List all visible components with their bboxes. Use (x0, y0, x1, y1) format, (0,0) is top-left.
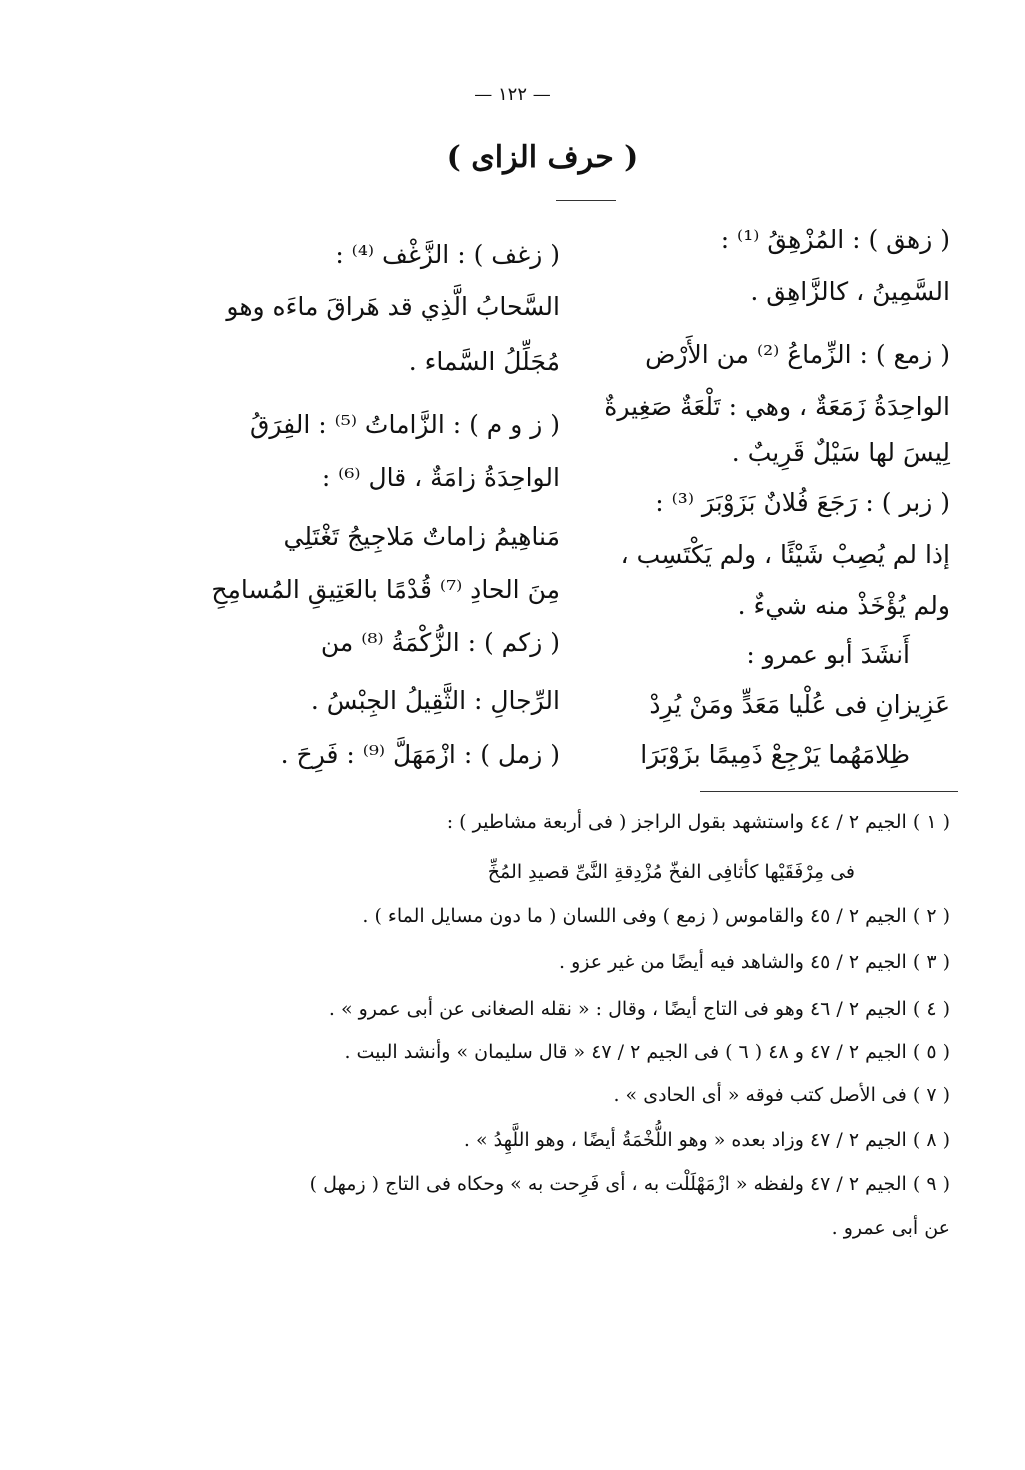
entry-line: الواحِدَةُ زَمَعَةٌ ، وهي : تَلْعَةٌ صَغِيرةٌ (604, 392, 950, 421)
entry-line: ( زهق ) : المُزْهِقُ ⁽¹⁾ : (720, 225, 950, 254)
footnote: عن أبى عمرو . (831, 1217, 950, 1239)
entry-line: إذا لم يُصِبْ شَيْئًا ، ولم يَكْتَسِب ، (620, 540, 950, 569)
entry-line: الواحِدَةُ زامَةٌ ، قال ⁽⁶⁾ : (321, 463, 560, 492)
entry-line: ولم يُؤْخَذْ منه شيءٌ . (737, 591, 950, 620)
footnote: ( ٩ ) الجيم ٢ / ٤٧ ولفظه « ازْمَهْلَلْت به ، أى فَرِحت به » وحكاه فى التاج ( زمهل ) (309, 1173, 950, 1195)
footnote: ( ٤ ) الجيم ٢ / ٤٦ وهو فى التاج أيضًا ، وقال : « نقله الصغانى عن أبى عمرو » . (328, 998, 950, 1020)
footnote: ( ٥ ) الجيم ٢ / ٤٧ و ٤٨ ( ٦ ) فى الجيم ٢ / ٤٧ « قال سليمان » وأنشد البيت . (344, 1041, 950, 1063)
title-divider (556, 200, 616, 201)
verse-line: عَزِيزانِ فى عُلْيا مَعَدٍّ ومَنْ يُرِدْ (649, 690, 950, 719)
entry-line: ( زمع ) : الزِّماعُ ⁽²⁾ من الأَرْض (645, 340, 950, 369)
entry-line: الرِّجالِ : الثَّقِيلُ الجِبْسُ . (310, 686, 560, 715)
verse-line: ظِلامَهُما يَرْجِعْ ذَمِيمًا بزَوْبَرَا (640, 740, 910, 769)
verse-line: مِنَ الحادِ ⁽⁷⁾ قُدْمًا بالعَتِيقِ المُسامِحِ (211, 575, 560, 604)
entry-line: مُجَلِّلُ السَّماء . (408, 347, 560, 376)
footnote: ( ٢ ) الجيم ٢ / ٤٥ والقاموس ( زمع ) وفى اللسان ( ما دون مسايل الماء ) . (362, 905, 950, 927)
entry-line: ( زمل ) : ازْمَهَلَّ ⁽⁹⁾ : فَرِحَ . (280, 740, 560, 769)
entry-line: ( زغف ) : الزَّغْف ⁽⁴⁾ : (335, 240, 560, 269)
entry-line: ( ز و م ) : الزَّاماتُ ⁽⁵⁾ : الفِرَقُ (249, 410, 560, 439)
entry-line: لِيسَ لها سَيْلٌ قَرِيبٌ . (731, 438, 950, 467)
section-title: ( حرف الزاى ) (446, 140, 639, 175)
footnote-verse: فى مِرْفَقَيْها كأثافِى الفخّ مُزْدِقةِ النَّىِّ قصيدِ المُخِّ (487, 861, 855, 883)
page-number: — ١٢٢ — (474, 84, 551, 105)
footnote: ( ٨ ) الجيم ٢ / ٤٧ وزاد بعده « وهو اللُّخْمَةُ أيضًا ، وهو اللَّهِدُ » . (463, 1129, 950, 1151)
entry-line: ( زكم ) : الزُّكْمَةُ ⁽⁸⁾ من (320, 628, 560, 657)
entry-line: أَنشَدَ أبو عمرو : (746, 640, 910, 669)
footnote-divider (700, 791, 958, 792)
entry-line: السَّمِينُ ، كالزَّاهِق . (750, 277, 950, 306)
entry-line: السَّحابُ الَّذِي قد هَراقَ ماءَه وهو (226, 292, 560, 321)
footnote: ( ٣ ) الجيم ٢ / ٤٥ والشاهد فيه أيضًا من غير عزو . (559, 951, 950, 973)
footnote: ( ١ ) الجيم ٢ / ٤٤ واستشهد بقول الراجز ( فى أربعة مشاطير ) : (446, 811, 950, 833)
footnote: ( ٧ ) فى الأصل كتب فوقه « أى الحادى » . (613, 1084, 950, 1106)
verse-line: مَناهِيمُ زاماتٌ مَلاجِيجُ تَغْتَلِي (283, 522, 560, 551)
entry-line: ( زبر ) : رَجَعَ فُلانٌ بَزَوْبَرَ ⁽³⁾ : (655, 488, 950, 517)
